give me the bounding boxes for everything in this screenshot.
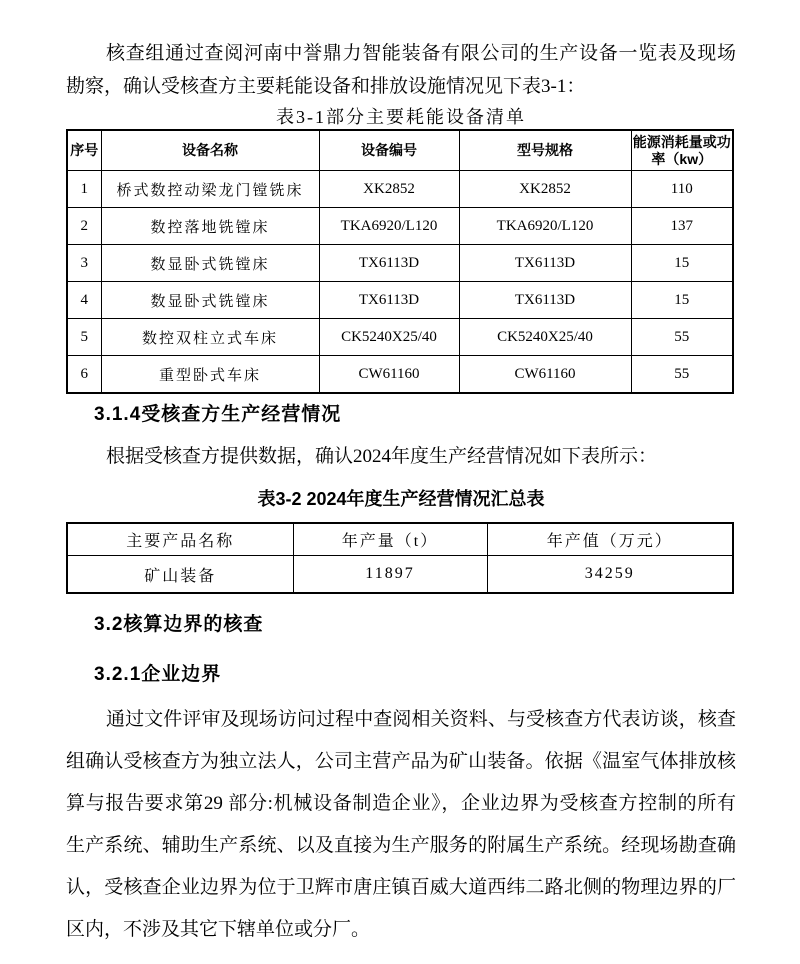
cell-device-number: TX6113D: [319, 282, 459, 319]
cell-device-name: 数控双柱立式车床: [101, 319, 319, 356]
cell-model-spec: CK5240X25/40: [459, 319, 631, 356]
cell-device-number: CK5240X25/40: [319, 319, 459, 356]
paragraph-line: 算与报告要求第29 部分:机械设备制造企业》，企业边界为受核查方控制的所有: [66, 793, 736, 814]
cell-index: 4: [67, 282, 101, 319]
cell-annual-value: 34259: [487, 556, 733, 594]
equipment-row: [67, 356, 733, 394]
column-header-device-number: 设备编号: [319, 130, 459, 171]
cell-annual-output: 11897: [293, 556, 487, 594]
intro-line-1: 核查组通过查阅河南中誉鼎力智能装备有限公司的生产设备一览表及现场: [106, 43, 736, 64]
cell-model-spec: XK2852: [459, 171, 631, 208]
equipment-row: [67, 208, 733, 245]
cell-device-number: TX6113D: [319, 245, 459, 282]
cell-model-spec: TX6113D: [459, 245, 631, 282]
cell-device-number: CW61160: [319, 356, 459, 394]
cell-energy-power: 15: [631, 245, 733, 282]
equipment-row: [67, 282, 733, 319]
column-header-product-name: 主要产品名称: [67, 523, 293, 556]
cell-device-name: 数显卧式铣镗床: [101, 245, 319, 282]
table-3-1-title: 表3-1部分主要耗能设备清单: [276, 107, 526, 127]
equipment-table: [66, 129, 734, 394]
column-header-annual-output: 年产量（t）: [293, 523, 487, 556]
document-page: [66, 0, 736, 951]
paragraph-line: 生产系统、辅助生产系统、以及直接为生产服务的附属生产系统。经现场勘查确: [66, 835, 736, 856]
paragraph-line: 区内，不涉及其它下辖单位或分厂。: [66, 919, 371, 940]
cell-model-spec: CW61160: [459, 356, 631, 394]
cell-index: 2: [67, 208, 101, 245]
equipment-row: [67, 319, 733, 356]
cell-energy-power: 137: [631, 208, 733, 245]
table-3-2-title: 表3-2 2024年度生产经营情况汇总表: [257, 489, 545, 509]
cell-device-number: TKA6920/L120: [319, 208, 459, 245]
column-header-model-spec: 型号规格: [459, 130, 631, 171]
cell-index: 5: [67, 319, 101, 356]
cell-device-name: 数显卧式铣镗床: [101, 282, 319, 319]
paragraph-line: 认，受核查企业边界为位于卫辉市唐庄镇百威大道西纬二路北侧的物理边界的厂: [66, 877, 736, 898]
section-3-2-1-heading: 3.2.1企业边界: [94, 664, 222, 685]
cell-device-name: 重型卧式车床: [101, 356, 319, 394]
cell-energy-power: 55: [631, 356, 733, 394]
equipment-row: [67, 245, 733, 282]
cell-index: 1: [67, 171, 101, 208]
cell-model-spec: TX6113D: [459, 282, 631, 319]
column-header-annual-value: 年产值（万元）: [487, 523, 733, 556]
production-table: [66, 522, 734, 594]
column-header-device-name: 设备名称: [101, 130, 319, 171]
equipment-row: [67, 171, 733, 208]
intro-paragraph: [66, 37, 736, 103]
cell-device-number: XK2852: [319, 171, 459, 208]
cell-energy-power: 15: [631, 282, 733, 319]
cell-device-name: 数控落地铣镗床: [101, 208, 319, 245]
cell-product-name: 矿山装备: [67, 556, 293, 594]
cell-device-name: 桥式数控动梁龙门镗铣床: [101, 171, 319, 208]
enterprise-boundary-paragraph: [66, 699, 736, 951]
cell-index: 6: [67, 356, 101, 394]
production-table-header-row: [67, 523, 733, 556]
column-header-energy-power: 能源消耗量或功率（kw）: [631, 130, 733, 171]
production-row: [67, 556, 733, 594]
column-header-index: 序号: [67, 130, 101, 171]
cell-energy-power: 55: [631, 319, 733, 356]
section-3-1-4-paragraph: 根据受核查方提供数据，确认2024年度生产经营情况如下表所示：: [106, 446, 658, 467]
cell-energy-power: 110: [631, 171, 733, 208]
equipment-table-header-row: [67, 130, 733, 171]
cell-index: 3: [67, 245, 101, 282]
intro-line-2: 勘察，确认受核查方主要耗能设备和排放设施情况见下表3-1：: [66, 76, 586, 97]
paragraph-line: 组确认受核查方为独立法人，公司主营产品为矿山装备。依据《温室气体排放核: [66, 751, 736, 772]
section-3-1-4-heading: 3.1.4受核查方生产经营情况: [94, 404, 342, 425]
cell-model-spec: TKA6920/L120: [459, 208, 631, 245]
paragraph-line: 通过文件评审及现场访问过程中查阅相关资料、与受核查方代表访谈，核查: [106, 709, 736, 730]
section-3-2-heading: 3.2核算边界的核查: [94, 614, 264, 635]
